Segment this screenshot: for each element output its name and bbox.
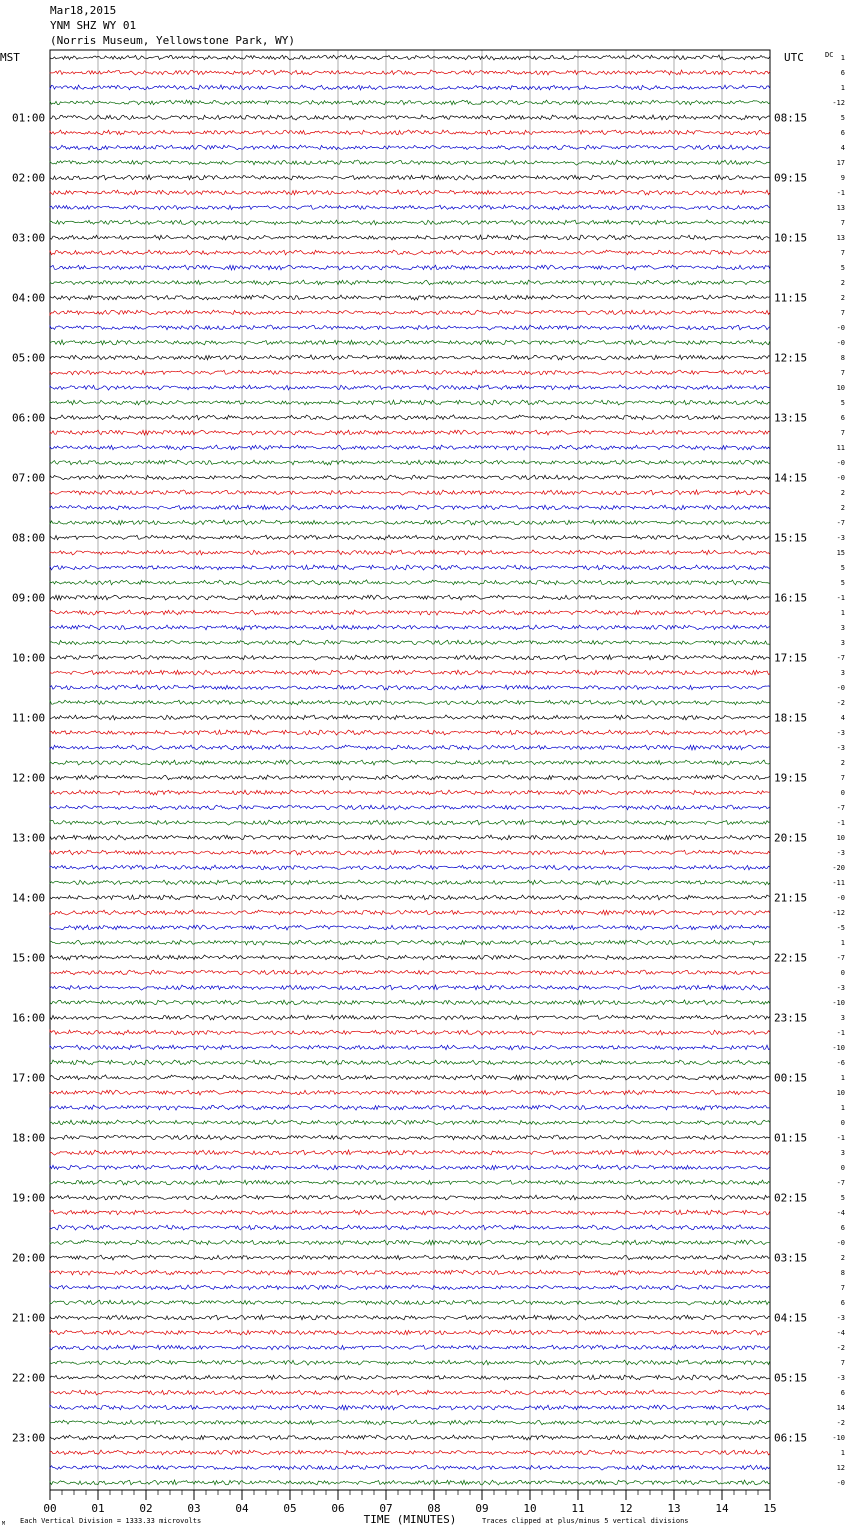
right-hour-label: 03:15 — [774, 1251, 808, 1265]
x-tick-label: 14 — [715, 1502, 729, 1515]
dc-offset-value: 10 — [836, 1089, 845, 1097]
left-hour-label: 20:00 — [12, 1251, 46, 1265]
right-hour-label: 18:15 — [774, 711, 808, 725]
dc-offset-value: -0 — [836, 474, 845, 482]
seismic-trace — [50, 145, 770, 150]
seismic-trace — [50, 850, 770, 855]
seismic-trace — [50, 250, 770, 255]
seismic-trace — [50, 700, 770, 705]
dc-offset-value: -2 — [836, 1419, 845, 1427]
dc-offset-value: -0 — [836, 1479, 845, 1487]
right-hour-label: 17:15 — [774, 651, 808, 665]
clipping-note: Traces clipped at plus/minus 5 vertical divisions — [482, 1517, 689, 1525]
dc-offset-value: -0 — [836, 339, 845, 347]
dc-offset-value: -7 — [836, 1179, 845, 1187]
dc-offset-value: -10 — [832, 1044, 845, 1052]
seismic-trace — [50, 880, 770, 885]
seismic-trace — [50, 1375, 770, 1380]
right-hour-label: 06:15 — [774, 1431, 808, 1445]
seismic-trace — [50, 1030, 770, 1035]
seismic-trace — [50, 1210, 770, 1215]
left-hour-label: 14:00 — [12, 891, 46, 905]
seismic-trace — [50, 565, 770, 570]
left-hour-label: 23:00 — [12, 1431, 46, 1445]
seismic-trace — [50, 745, 770, 750]
dc-offset-value: 17 — [836, 159, 845, 167]
left-hour-label: 07:00 — [12, 471, 46, 485]
seismic-trace — [50, 490, 770, 495]
seismic-trace — [50, 595, 770, 600]
left-hour-label: 04:00 — [12, 291, 46, 305]
dc-offset-value: -20 — [832, 864, 845, 872]
x-tick-label: 13 — [667, 1502, 681, 1515]
seismic-trace — [50, 235, 770, 240]
seismic-trace — [50, 1420, 770, 1425]
dc-offset-value: -3 — [836, 849, 845, 857]
dc-offset-value: -10 — [832, 999, 845, 1007]
x-tick-label: 11 — [571, 1502, 585, 1515]
seismic-trace — [50, 415, 770, 420]
seismic-trace — [50, 430, 770, 435]
x-tick-label: 04 — [235, 1502, 249, 1515]
seismic-trace — [50, 220, 770, 225]
seismic-trace — [50, 1390, 770, 1395]
dc-offset-value: 8 — [840, 1269, 845, 1277]
seismic-trace — [50, 835, 770, 840]
right-hour-label: 02:15 — [774, 1191, 808, 1205]
dc-offset-value: -0 — [836, 1239, 845, 1247]
seismic-trace — [50, 355, 770, 360]
dc-offset-value: -12 — [832, 909, 845, 917]
seismic-trace — [50, 310, 770, 315]
dc-offset-value: 6 — [840, 414, 845, 422]
seismic-trace — [50, 535, 770, 540]
left-hour-label: 15:00 — [12, 951, 46, 965]
seismic-trace — [50, 1345, 770, 1350]
seismic-trace — [50, 1465, 770, 1470]
dc-offset-value: -7 — [836, 954, 845, 962]
dc-offset-value: 12 — [836, 1464, 845, 1472]
left-hour-label: 09:00 — [12, 591, 46, 605]
dc-offset-value: 7 — [840, 249, 845, 257]
right-hour-label: 11:15 — [774, 291, 808, 305]
dc-offset-value: 2 — [840, 504, 845, 512]
dc-offset-value: -7 — [836, 519, 845, 527]
dc-offset-value: 2 — [840, 279, 845, 287]
dc-offset-value: 15 — [836, 549, 845, 557]
seismic-trace — [50, 640, 770, 645]
seismic-trace — [50, 730, 770, 735]
seismic-trace — [50, 610, 770, 615]
dc-offset-value: 6 — [840, 1299, 845, 1307]
dc-offset-value: 2 — [840, 759, 845, 767]
right-hour-label: 10:15 — [774, 231, 808, 245]
right-hour-label: 23:15 — [774, 1011, 808, 1025]
dc-offset-value: -7 — [836, 804, 845, 812]
seismic-trace — [50, 1195, 770, 1200]
seismic-trace — [50, 1315, 770, 1320]
dc-offset-value: -12 — [832, 99, 845, 107]
seismic-trace — [50, 475, 770, 480]
right-hour-label: 16:15 — [774, 591, 808, 605]
seismic-trace — [50, 1225, 770, 1230]
seismic-trace — [50, 100, 770, 105]
dc-offset-value: -6 — [836, 1059, 845, 1067]
seismic-trace — [50, 1075, 770, 1080]
dc-offset-value: 1 — [840, 84, 845, 92]
seismic-trace — [50, 1150, 770, 1155]
left-hour-label: 13:00 — [12, 831, 46, 845]
seismic-trace — [50, 1180, 770, 1185]
dc-offset-value: 0 — [840, 969, 845, 977]
seismic-trace — [50, 1240, 770, 1245]
seismic-trace — [50, 925, 770, 930]
left-hour-label: 17:00 — [12, 1071, 46, 1085]
seismic-trace — [50, 970, 770, 975]
right-hour-label: 20:15 — [774, 831, 808, 845]
dc-offset-value: 13 — [836, 204, 845, 212]
x-tick-label: 08 — [427, 1502, 441, 1515]
seismic-trace — [50, 580, 770, 585]
seismic-trace — [50, 1015, 770, 1020]
seismic-trace — [50, 1360, 770, 1365]
seismic-trace — [50, 790, 770, 795]
dc-offset-value: -11 — [832, 879, 845, 887]
dc-offset-value: 6 — [840, 1389, 845, 1397]
seismic-trace — [50, 295, 770, 300]
seismic-trace — [50, 940, 770, 945]
dc-offset-value: 3 — [840, 1149, 845, 1157]
dc-offset-value: -7 — [836, 654, 845, 662]
left-hour-label: 22:00 — [12, 1371, 46, 1385]
dc-offset-value: -0 — [836, 894, 845, 902]
dc-offset-value: 0 — [840, 1119, 845, 1127]
left-hour-label: 05:00 — [12, 351, 46, 365]
seismic-trace — [50, 895, 770, 900]
left-hour-label: 01:00 — [12, 111, 46, 125]
dc-offset-value: 6 — [840, 69, 845, 77]
seismic-trace — [50, 550, 770, 555]
x-tick-label: 12 — [619, 1502, 633, 1515]
seismic-trace — [50, 190, 770, 195]
seismic-trace — [50, 1435, 770, 1440]
x-tick-label: 00 — [43, 1502, 57, 1515]
dc-offset-value: 7 — [840, 1284, 845, 1292]
dc-offset-value: -2 — [836, 699, 845, 707]
seismic-trace — [50, 1285, 770, 1290]
seismic-trace — [50, 1405, 770, 1410]
dc-offset-value: 5 — [840, 1194, 845, 1202]
dc-offset-value: -1 — [836, 1029, 845, 1037]
seismic-trace — [50, 460, 770, 465]
dc-offset-value: 7 — [840, 1359, 845, 1367]
seismic-trace — [50, 385, 770, 390]
dc-offset-value: 4 — [840, 714, 845, 722]
seismic-trace — [50, 775, 770, 780]
dc-offset-value: 5 — [840, 399, 845, 407]
right-hour-label: 12:15 — [774, 351, 808, 365]
seismic-trace — [50, 115, 770, 120]
dc-offset-value: 2 — [840, 489, 845, 497]
seismic-trace — [50, 340, 770, 345]
dc-offset-value: 2 — [840, 1254, 845, 1262]
dc-offset-value: 3 — [840, 624, 845, 632]
dc-offset-value: 10 — [836, 384, 845, 392]
seismic-trace — [50, 1045, 770, 1050]
seismic-trace — [50, 955, 770, 960]
left-hour-label: 16:00 — [12, 1011, 46, 1025]
seismic-trace — [50, 520, 770, 525]
dc-header-label: DC — [825, 51, 834, 59]
dc-offset-value: 10 — [836, 834, 845, 842]
seismic-trace — [50, 325, 770, 330]
dc-offset-value: -3 — [836, 744, 845, 752]
seismic-trace — [50, 625, 770, 630]
right-hour-label: 21:15 — [774, 891, 808, 905]
dc-offset-value: 2 — [840, 294, 845, 302]
seismic-trace — [50, 820, 770, 825]
dc-offset-value: -1 — [836, 819, 845, 827]
dc-offset-value: 3 — [840, 1014, 845, 1022]
seismic-trace — [50, 655, 770, 660]
dc-offset-value: -2 — [836, 1344, 845, 1352]
seismic-trace — [50, 805, 770, 810]
seismic-trace — [50, 670, 770, 675]
dc-offset-value: 1 — [840, 609, 845, 617]
x-tick-label: 15 — [763, 1502, 777, 1515]
x-tick-label: 10 — [523, 1502, 537, 1515]
x-axis-label: TIME (MINUTES) — [363, 1513, 457, 1526]
seismic-trace — [50, 1000, 770, 1005]
seismic-trace — [50, 1255, 770, 1260]
dc-offset-value: -3 — [836, 729, 845, 737]
left-hour-label: 10:00 — [12, 651, 46, 665]
dc-offset-value: -3 — [836, 984, 845, 992]
dc-offset-value: 5 — [840, 264, 845, 272]
left-hour-label: 03:00 — [12, 231, 46, 245]
dc-offset-value: -1 — [836, 1134, 845, 1142]
seismic-trace — [50, 130, 770, 135]
dc-offset-value: 8 — [840, 354, 845, 362]
seismic-trace — [50, 985, 770, 990]
dc-offset-value: 0 — [840, 1164, 845, 1172]
dc-offset-value: 14 — [836, 1404, 845, 1412]
right-hour-label: 09:15 — [774, 171, 808, 185]
left-hour-label: 08:00 — [12, 531, 46, 545]
dc-offset-value: 7 — [840, 429, 845, 437]
seismic-trace — [50, 1090, 770, 1095]
dc-offset-value: 3 — [840, 669, 845, 677]
seismic-trace — [50, 1480, 770, 1485]
left-hour-label: 06:00 — [12, 411, 46, 425]
seismic-trace — [50, 1060, 770, 1065]
seismic-trace — [50, 1330, 770, 1335]
seismic-trace — [50, 715, 770, 720]
left-hour-label: 21:00 — [12, 1311, 46, 1325]
left-hour-label: 18:00 — [12, 1131, 46, 1145]
seismic-trace — [50, 760, 770, 765]
seismic-trace — [50, 1105, 770, 1110]
seismic-trace — [50, 1135, 770, 1140]
dc-offset-value: 4 — [840, 144, 845, 152]
seismic-trace — [50, 175, 770, 180]
dc-offset-value: 13 — [836, 234, 845, 242]
dc-offset-value: 1 — [840, 1104, 845, 1112]
seismic-trace — [50, 865, 770, 870]
dc-offset-value: 5 — [840, 579, 845, 587]
right-hour-label: 05:15 — [774, 1371, 808, 1385]
header-station: YNM SHZ WY 01 — [50, 19, 137, 32]
seismic-trace — [50, 505, 770, 510]
dc-offset-value: -3 — [836, 1374, 845, 1382]
dc-offset-value: -4 — [836, 1209, 845, 1217]
right-hour-label: 04:15 — [774, 1311, 808, 1325]
seismic-trace — [50, 400, 770, 405]
dc-offset-value: -1 — [836, 189, 845, 197]
dc-offset-value: 3 — [840, 639, 845, 647]
seismic-trace — [50, 205, 770, 210]
seismic-trace — [50, 160, 770, 165]
seismic-trace — [50, 70, 770, 75]
x-tick-label: 05 — [283, 1502, 297, 1515]
dc-offset-value: -0 — [836, 324, 845, 332]
left-hour-label: 11:00 — [12, 711, 46, 725]
dc-offset-value: -3 — [836, 534, 845, 542]
x-tick-label: 06 — [331, 1502, 345, 1515]
seismic-trace — [50, 55, 770, 60]
dc-offset-value: 7 — [840, 219, 845, 227]
left-hour-label: 12:00 — [12, 771, 46, 785]
dc-offset-value: -0 — [836, 459, 845, 467]
right-hour-label: 22:15 — [774, 951, 808, 965]
seismic-trace — [50, 1120, 770, 1125]
dc-offset-value: -4 — [836, 1329, 845, 1337]
header-date: Mar18,2015 — [50, 4, 117, 17]
seismic-trace — [50, 1450, 770, 1455]
seismic-trace — [50, 265, 770, 270]
seismic-trace — [50, 910, 770, 915]
left-hour-label: 02:00 — [12, 171, 46, 185]
x-tick-label: 03 — [187, 1502, 201, 1515]
right-hour-label: 01:15 — [774, 1131, 808, 1145]
dc-offset-value: 7 — [840, 309, 845, 317]
x-tick-label: 07 — [379, 1502, 393, 1515]
scale-note: Each Vertical Division = 1333.33 microvolts — [20, 1517, 202, 1525]
header-location: (Norris Museum, Yellowstone Park, WY) — [50, 34, 296, 47]
dc-offset-value: -0 — [836, 684, 845, 692]
right-hour-label: 08:15 — [774, 111, 808, 125]
left-hour-label: 19:00 — [12, 1191, 46, 1205]
seismic-trace — [50, 370, 770, 375]
dc-offset-value: 5 — [840, 564, 845, 572]
dc-offset-value: 1 — [840, 939, 845, 947]
dc-offset-value: 1 — [840, 1074, 845, 1082]
dc-offset-value: 11 — [836, 444, 845, 452]
corner-mark: M — [2, 1521, 6, 1527]
seismic-trace — [50, 685, 770, 690]
right-hour-label: 14:15 — [774, 471, 808, 485]
dc-offset-value: 6 — [840, 129, 845, 137]
right-timezone-label: UTC — [784, 51, 804, 64]
dc-offset-value: -1 — [836, 594, 845, 602]
seismic-trace — [50, 85, 770, 90]
seismic-trace — [50, 1270, 770, 1275]
dc-offset-value: -3 — [836, 1314, 845, 1322]
right-hour-label: 13:15 — [774, 411, 808, 425]
dc-offset-value: 6 — [840, 1224, 845, 1232]
dc-offset-value: 5 — [840, 114, 845, 122]
left-timezone-label: MST — [0, 51, 20, 64]
dc-offset-value: -10 — [832, 1434, 845, 1442]
dc-offset-value: -5 — [836, 924, 845, 932]
dc-offset-value: 0 — [840, 789, 845, 797]
dc-offset-value: 7 — [840, 369, 845, 377]
seismic-trace — [50, 445, 770, 450]
dc-offset-value: 7 — [840, 774, 845, 782]
x-tick-label: 01 — [91, 1502, 105, 1515]
dc-offset-value: 1 — [840, 54, 845, 62]
right-hour-label: 00:15 — [774, 1071, 808, 1085]
right-hour-label: 15:15 — [774, 531, 808, 545]
dc-offset-value: 9 — [840, 174, 845, 182]
seismic-trace — [50, 1300, 770, 1305]
seismic-trace — [50, 280, 770, 285]
right-hour-label: 19:15 — [774, 771, 808, 785]
x-tick-label: 02 — [139, 1502, 153, 1515]
seismic-trace — [50, 1165, 770, 1170]
dc-offset-value: 1 — [840, 1449, 845, 1457]
x-tick-label: 09 — [475, 1502, 489, 1515]
